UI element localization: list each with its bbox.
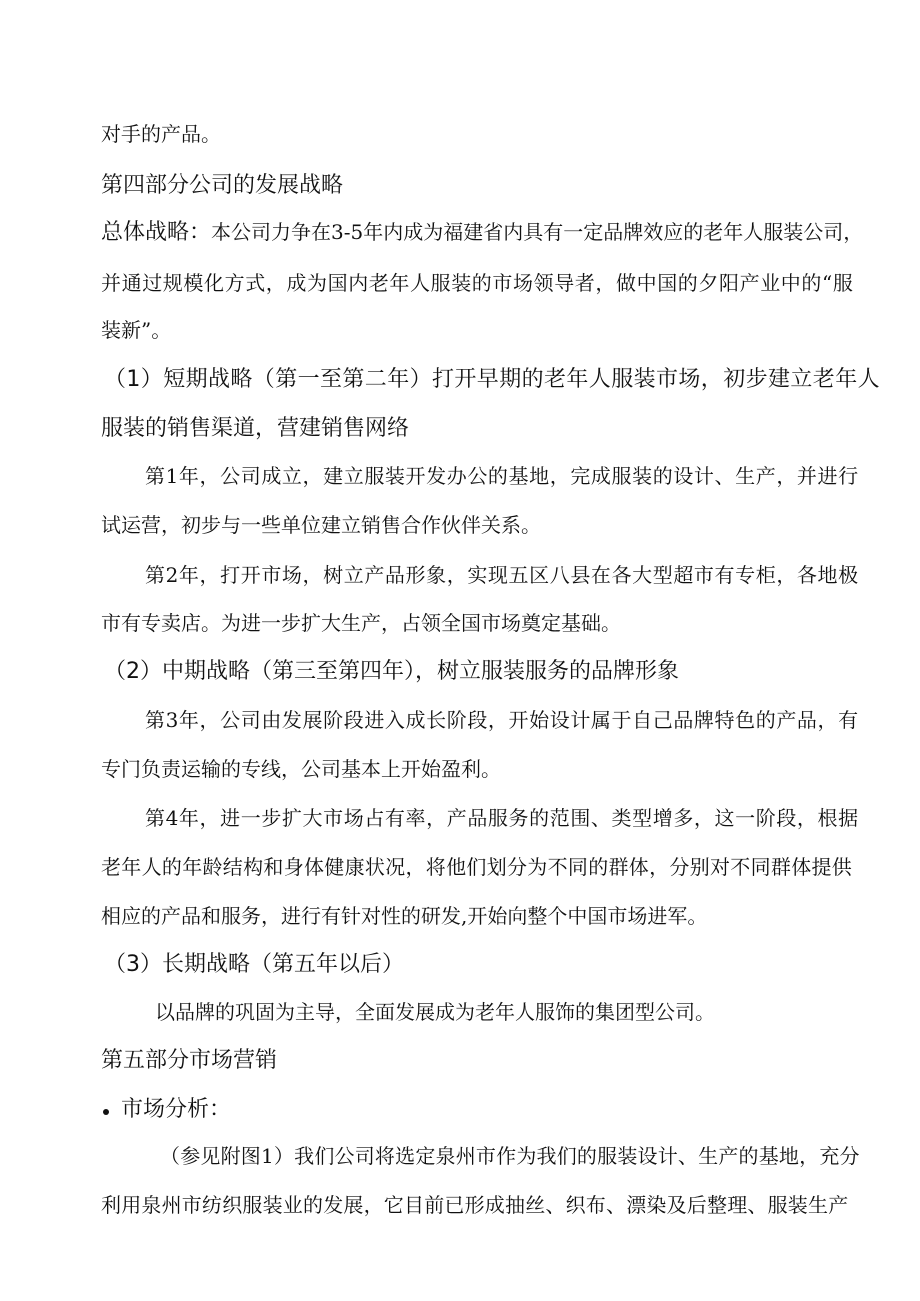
paragraph-line: （参见附图1）我们公司将选定泉州市作为我们的服装设计、生产的基地，充分	[160, 1144, 860, 1168]
paragraph-line: 老年人的年龄结构和身体健康状况，将他们划分为不同的群体，分别对不同群体提供	[101, 855, 853, 879]
paragraph-line: 第3年，公司由发展阶段进入成长阶段，开始设计属于自己品牌特色的产品，有	[145, 708, 859, 732]
market-analysis-heading: 市场分析：	[121, 1097, 232, 1122]
overall-strategy-label: 总体战略：	[101, 220, 212, 245]
paragraph-line: 以品牌的巩固为主导，全面发展成为老年人服饰的集团型公司。	[155, 1000, 715, 1024]
paragraph-line: 市有专卖店。为进一步扩大生产，占领全国市场奠定基础。	[101, 611, 621, 635]
section-heading-5: 第五部分市场营销	[101, 1048, 278, 1073]
paragraph-line: 第1年，公司成立，建立服装开发办公的基地，完成服装的设计、生产，并进行	[145, 464, 859, 488]
paragraph-line: 装新”。	[101, 318, 172, 342]
paragraph-line: 并通过规模化方式，成为国内老年人服装的市场领导者，做中国的夕阳产业中的“服	[101, 271, 854, 295]
section-heading-4: 第四部分公司的发展战略	[101, 173, 344, 198]
paragraph-line: 第2年，打开市场，树立产品形象，实现五区八县在各大型超市有专柜，各地极	[145, 563, 859, 587]
mid-term-strategy-heading: （2）中期战略（第三至第四年），树立服装服务的品牌形象	[104, 659, 679, 684]
paragraph-line: 利用泉州市纺织服装业的发展，它目前已形成抽丝、织布、漂染及后整理、服装生产	[101, 1193, 849, 1217]
paragraph-line: 对手的产品。	[101, 122, 221, 146]
overall-strategy-text: 本公司力争在3-5年内成为福建省内具有一定品牌效应的老年人服装公司，	[211, 220, 864, 244]
short-term-strategy-heading: （1）短期战略（第一至第二年）打开早期的老年人服装市场，初步建立老年人	[104, 367, 880, 392]
short-term-strategy-heading-cont: 服装的销售渠道，营建销售网络	[101, 416, 410, 441]
long-term-strategy-heading: （3）长期战略（第五年以后）	[104, 952, 404, 977]
overall-strategy-line	[101, 222, 863, 244]
paragraph-line: 相应的产品和服务，进行有针对性的研发,开始向整个中国市场进军。	[101, 904, 708, 928]
paragraph-line: 试运营，初步与一些单位建立销售合作伙伴关系。	[101, 513, 541, 537]
paragraph-line: 专门负责运输的专线，公司基本上开始盈利。	[101, 757, 501, 781]
bullet-icon	[103, 1109, 109, 1115]
paragraph-line: 第4年，进一步扩大市场占有率，产品服务的范围、类型增多，这一阶段，根据	[145, 806, 859, 830]
